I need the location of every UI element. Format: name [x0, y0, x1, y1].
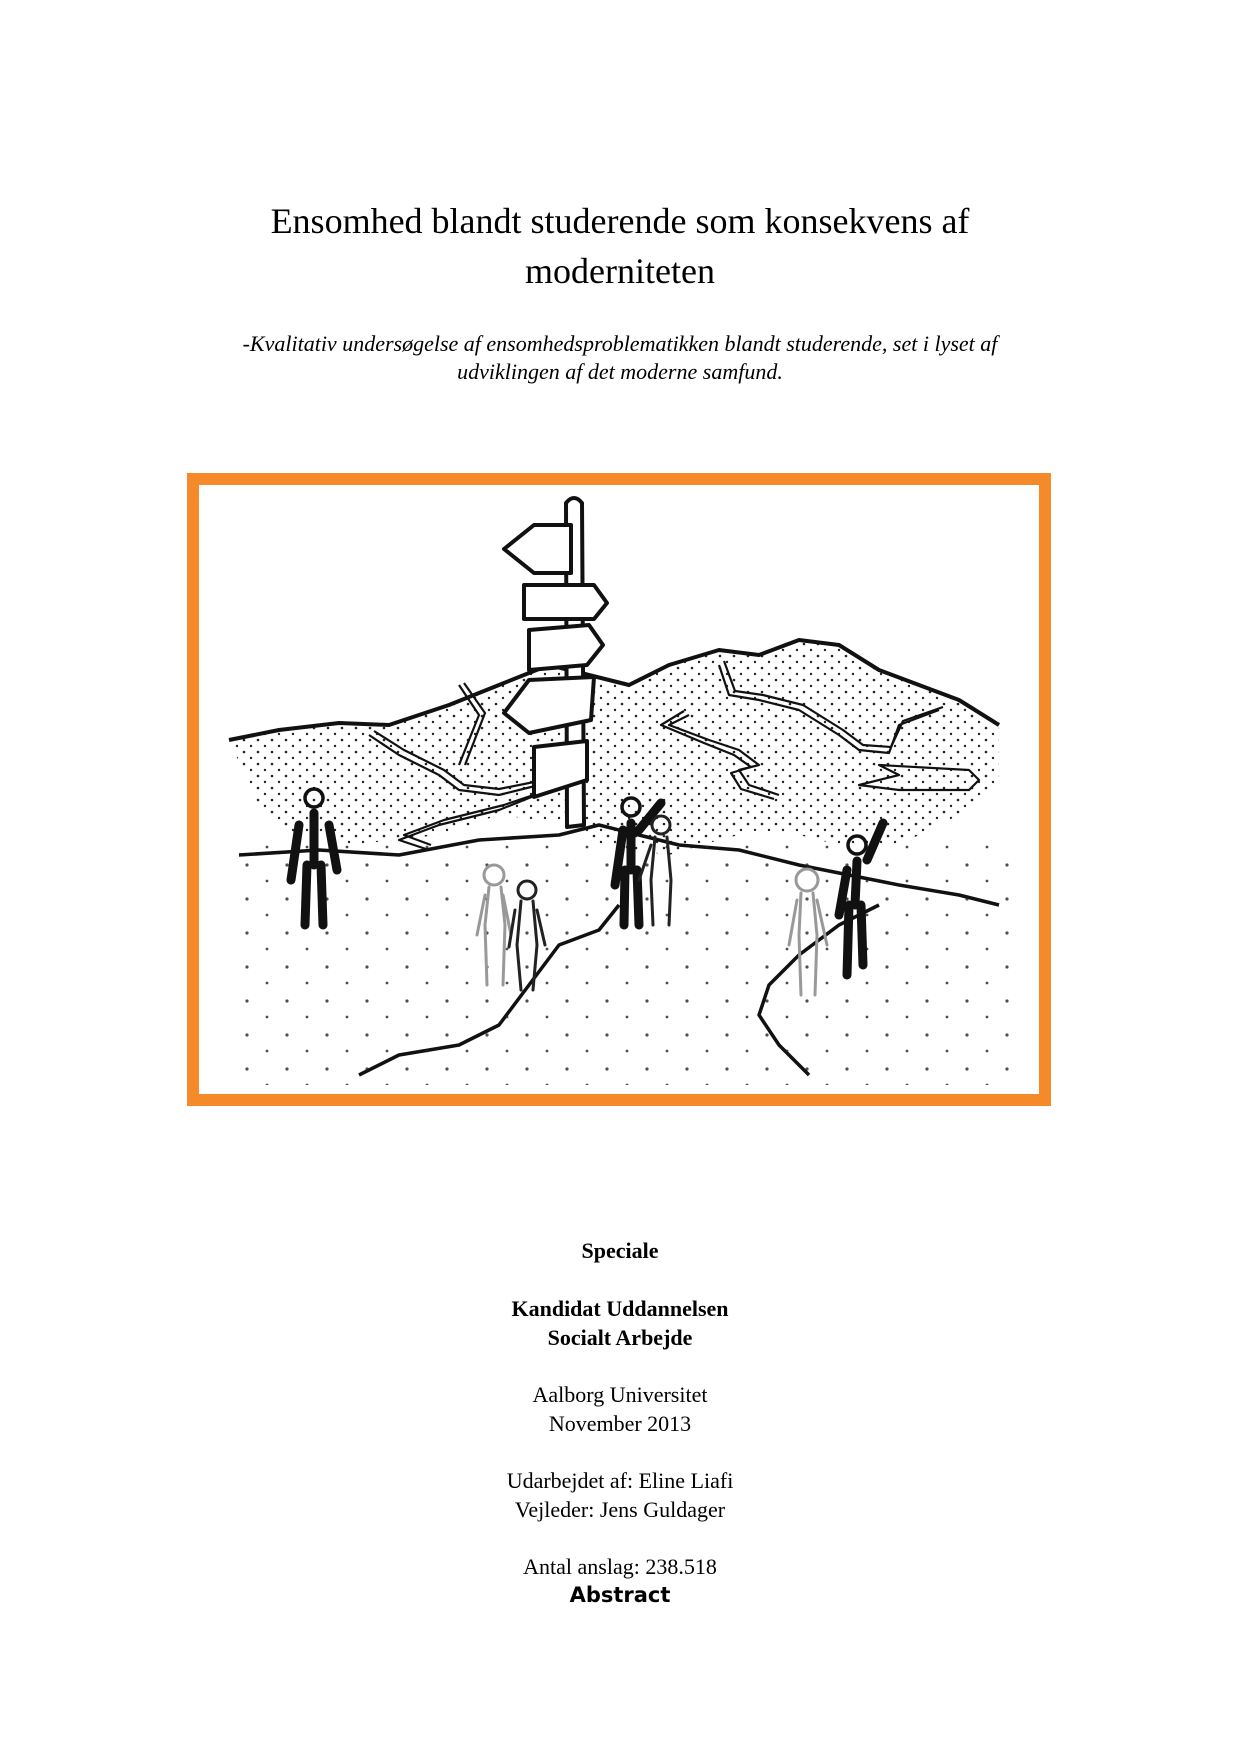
thesis-type-label: Speciale — [581, 1238, 659, 1263]
document-subtitle — [0, 330, 1240, 386]
university-name: Aalborg Universitet — [532, 1382, 708, 1407]
character-count-and-heading — [0, 1552, 1240, 1610]
thesis-type — [0, 1236, 1240, 1265]
character-count: Antal anslag: 238.518 — [523, 1554, 717, 1579]
programme-line-1: Kandidat Uddannelsen — [511, 1296, 729, 1321]
authors — [0, 1466, 1240, 1524]
title-line-2: moderniteten — [525, 251, 715, 291]
author-line: Udarbejdet af: Eline Liafi — [506, 1468, 734, 1493]
title-line-1: Ensomhed blandt studerende som konsekvens af — [270, 201, 970, 241]
signpost-landscape-drawing — [199, 485, 1039, 1094]
document-title — [0, 196, 1240, 296]
subtitle-line-1: -Kvalitativ undersøgelse af ensomhedsproblematikken blandt studerende, set i lyset af — [242, 331, 998, 356]
programme-line-2: Socialt Arbejde — [547, 1325, 693, 1350]
cover-illustration — [187, 473, 1051, 1106]
abstract-heading: Abstract — [569, 1583, 671, 1607]
institution — [0, 1380, 1240, 1438]
subtitle-line-2: udviklingen af det moderne samfund. — [457, 359, 783, 384]
submission-date: November 2013 — [548, 1411, 692, 1436]
supervisor-line: Vejleder: Jens Guldager — [514, 1497, 726, 1522]
programme — [0, 1294, 1240, 1352]
